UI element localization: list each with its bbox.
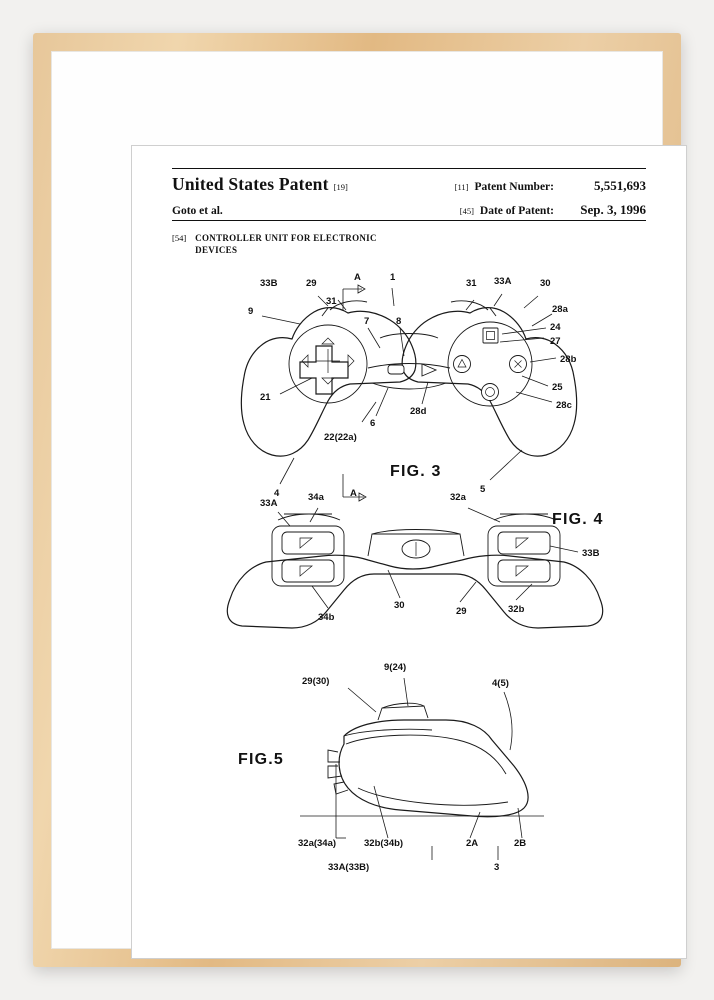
fig3-label-1: 1	[390, 272, 396, 283]
fig4-label-29: 29	[456, 606, 467, 617]
subject-line-2: DEVICES	[195, 245, 238, 256]
fig5-label-32a-34a: 32a(34a)	[298, 838, 337, 849]
fig5-label-33A-33B: 33A(33B)	[328, 862, 370, 873]
fig4-label-33B: 33B	[582, 548, 600, 559]
number-ref: [11]	[454, 182, 469, 192]
d-pad	[289, 325, 367, 403]
fig3-label-22: 22(22a)	[324, 432, 357, 443]
header-rule-top	[172, 168, 646, 169]
patent-number-label: Patent Number:	[474, 181, 554, 193]
fig3-label-30: 30	[540, 278, 551, 289]
patent-date-value: Sep. 3, 1996	[580, 202, 646, 217]
patent-date-label: Date of Patent:	[479, 205, 554, 217]
figure-4	[227, 492, 603, 628]
figure-4-caption: FIG. 4	[552, 511, 604, 528]
fig3-label-9: 9	[248, 306, 254, 317]
fig5-leaders	[336, 678, 522, 860]
fig3-label-29: 29	[306, 278, 317, 289]
fig5-label-32b-34b: 32b(34b)	[364, 838, 404, 849]
fig4-label-34a: 34a	[308, 492, 324, 503]
fig3-label-A-top: A	[354, 272, 361, 283]
fig3-label-33B: 33B	[260, 278, 278, 289]
header-rule-bottom	[172, 220, 646, 221]
fig5-label-9-24: 9(24)	[384, 662, 407, 673]
inventor-name: Goto et al.	[172, 205, 223, 217]
fig3-label-28d: 28d	[410, 406, 427, 417]
fig3-label-31-left: 31	[326, 296, 337, 307]
patent-header	[172, 174, 646, 218]
right-shoulder-buttons	[488, 514, 560, 586]
patent-subject	[172, 232, 472, 256]
subject-ref: [54]	[172, 233, 187, 243]
title-ref: [19]	[333, 182, 348, 192]
patent-number-value: 5,551,693	[594, 178, 646, 193]
figure-5	[238, 662, 544, 873]
fig3-label-28a: 28a	[552, 304, 568, 315]
frame-mat	[51, 51, 663, 949]
fig5-label-29-30: 29(30)	[302, 676, 330, 687]
fig3-label-27: 27	[550, 336, 561, 347]
date-ref: [45]	[459, 206, 474, 216]
page-title: United States Patent	[172, 174, 329, 194]
fig3-label-28b: 28b	[560, 354, 577, 365]
fig3-label-31-right: 31	[466, 278, 477, 289]
subject-line-1: CONTROLLER UNIT FOR ELECTRONIC	[195, 233, 377, 243]
fig3-label-8: 8	[396, 316, 402, 327]
action-buttons	[448, 322, 532, 406]
fig5-label-4-5: 4(5)	[492, 678, 509, 689]
fig3-label-4: 4	[274, 488, 280, 499]
fig5-label-2B: 2B	[514, 838, 527, 849]
fig3-label-6: 6	[370, 418, 376, 429]
fig4-label-32a: 32a	[450, 492, 466, 503]
fig3-label-24: 24	[550, 322, 561, 333]
fig4-label-33A: 33A	[260, 498, 278, 509]
figure-5-caption: FIG.5	[238, 751, 285, 768]
fig3-label-33A: 33A	[494, 276, 512, 287]
fig4-label-30: 30	[394, 600, 405, 611]
fig4-label-32b: 32b	[508, 604, 525, 615]
fig3-label-A-bottom: A	[350, 488, 357, 499]
select-start-buttons	[388, 364, 436, 376]
fig3-label-25: 25	[552, 382, 563, 393]
figure-3	[241, 272, 576, 501]
fig4-label-34b: 34b	[318, 612, 335, 623]
left-shoulder-buttons	[272, 514, 344, 586]
fig3-label-21: 21	[260, 392, 271, 403]
fig3-label-7: 7	[364, 316, 370, 327]
fig5-label-2A: 2A	[466, 838, 479, 849]
fig3-label-28c: 28c	[556, 400, 572, 411]
fig5-label-3: 3	[494, 862, 500, 873]
patent-drawings	[132, 264, 686, 958]
fig3-label-5: 5	[480, 484, 486, 495]
figure-3-caption: FIG. 3	[390, 463, 442, 480]
patent-sheet	[131, 145, 687, 959]
